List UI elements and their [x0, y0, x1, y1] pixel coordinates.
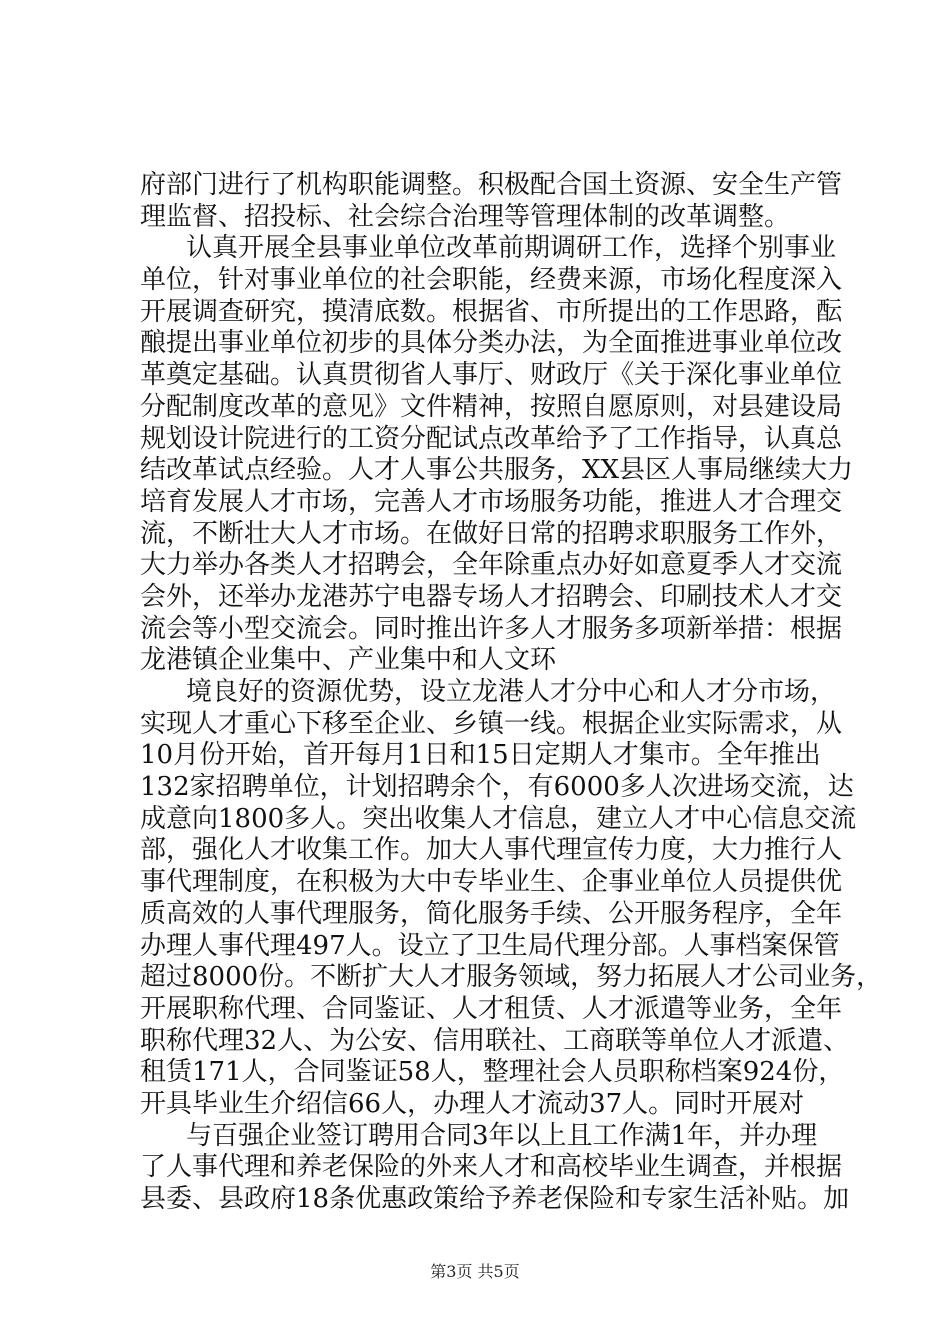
text-line: 府部门进行了机构职能调整。积极配合国土资源、安全生产管 [140, 170, 843, 200]
text-line: 理监督、招投标、社会综合治理等管理体制的改革调整。 [140, 201, 791, 232]
text-line: 职称代理32人、为公安、信用联社、工商联等单位人才派遣、 [140, 1025, 850, 1056]
text-line: 事代理制度，在积极为大中专毕业生、企事业单位人员提供优 [140, 867, 843, 898]
text-line: 培育发展人才市场，完善人才市场服务功能，推进人才合理交 [140, 486, 843, 517]
text-line: 质高效的人事代理服务，简化服务手续、公开服务程序，全年 [140, 898, 843, 929]
text-line: 流，不断壮大人才市场。在做好日常的招聘求职服务工作外， [140, 518, 843, 549]
document-body [140, 170, 883, 1216]
text-line: 租赁171人，合同鉴证58人，整理社会人员职称档案924份， [140, 1057, 845, 1088]
text-line: 开具毕业生介绍信66人，办理人才流动37人。同时开展对 [140, 1088, 805, 1119]
text-line: 10月份开始，首开每月1日和15日定期人才集市。全年推出 [140, 740, 821, 771]
text-line: 开展调查研究，摸清底数。根据省、市所提出的工作思路，酝 [140, 296, 843, 327]
text-line: 单位，针对事业单位的社会职能，经费来源，市场化程度深入 [140, 265, 843, 296]
text-line: 境良好的资源优势，设立龙港人才分中心和人才分市场， [186, 677, 837, 707]
text-line: 部，强化人才收集工作。加大人事代理宣传力度，大力推行人 [140, 835, 843, 866]
text-line: 实现人才重心下移至企业、乡镇一线。根据企业实际需求，从 [140, 708, 843, 739]
text-line: 开展职称代理、合同鉴证、人才租赁、人才派遣等业务，全年 [140, 993, 843, 1024]
text-line: 分配制度改革的意见》文件精神，按照自愿原则，对县建设局 [140, 391, 843, 422]
page-footer: 第3页 共5页 [430, 1262, 520, 1281]
text-line: 规划设计院进行的工资分配试点改革给予了工作指导，认真总 [140, 423, 843, 454]
text-line: 办理人事代理497人。设立了卫生局代理分部。人事档案保管 [140, 930, 840, 961]
text-line: 超过8000份。不断扩大人才服务领域，努力拓展人才公司业务， [140, 962, 883, 993]
text-line: 龙港镇企业集中、产业集中和人文环 [140, 645, 557, 676]
text-line: 酿提出事业单位初步的具体分类办法，为全面推进事业单位改 [140, 328, 843, 359]
text-line: 会外，还举办龙港苏宁电器专场人才招聘会、印刷技术人才交 [140, 581, 843, 612]
text-line: 与百强企业签订聘用合同3年以上且工作满1年，并办理 [186, 1120, 818, 1151]
text-line: 成意向1800多人。突出收集人才信息，建立人才中心信息交流 [140, 803, 857, 834]
text-line: 认真开展全县事业单位改革前期调研工作，选择个别事业 [186, 233, 837, 264]
text-line: 流会等小型交流会。同时推出许多人才服务多项新举措：根据 [140, 613, 843, 644]
text-line: 大力举办各类人才招聘会，全年除重点办好如意夏季人才交流 [140, 550, 843, 581]
text-line: 革奠定基础。认真贯彻省人事厅、财政厅《关于深化事业单位 [140, 360, 843, 391]
text-line: 县委、县政府18条优惠政策给予养老保险和专家生活补贴。加 [140, 1184, 850, 1214]
text-line: 结改革试点经验。人才人事公共服务，XX县区人事局继续大力 [140, 455, 854, 486]
text-line: 132家招聘单位，计划招聘余个，有6000多人次进场交流，达 [140, 772, 854, 803]
text-line: 了人事代理和养老保险的外来人才和高校毕业生调查，并根据 [140, 1152, 843, 1183]
